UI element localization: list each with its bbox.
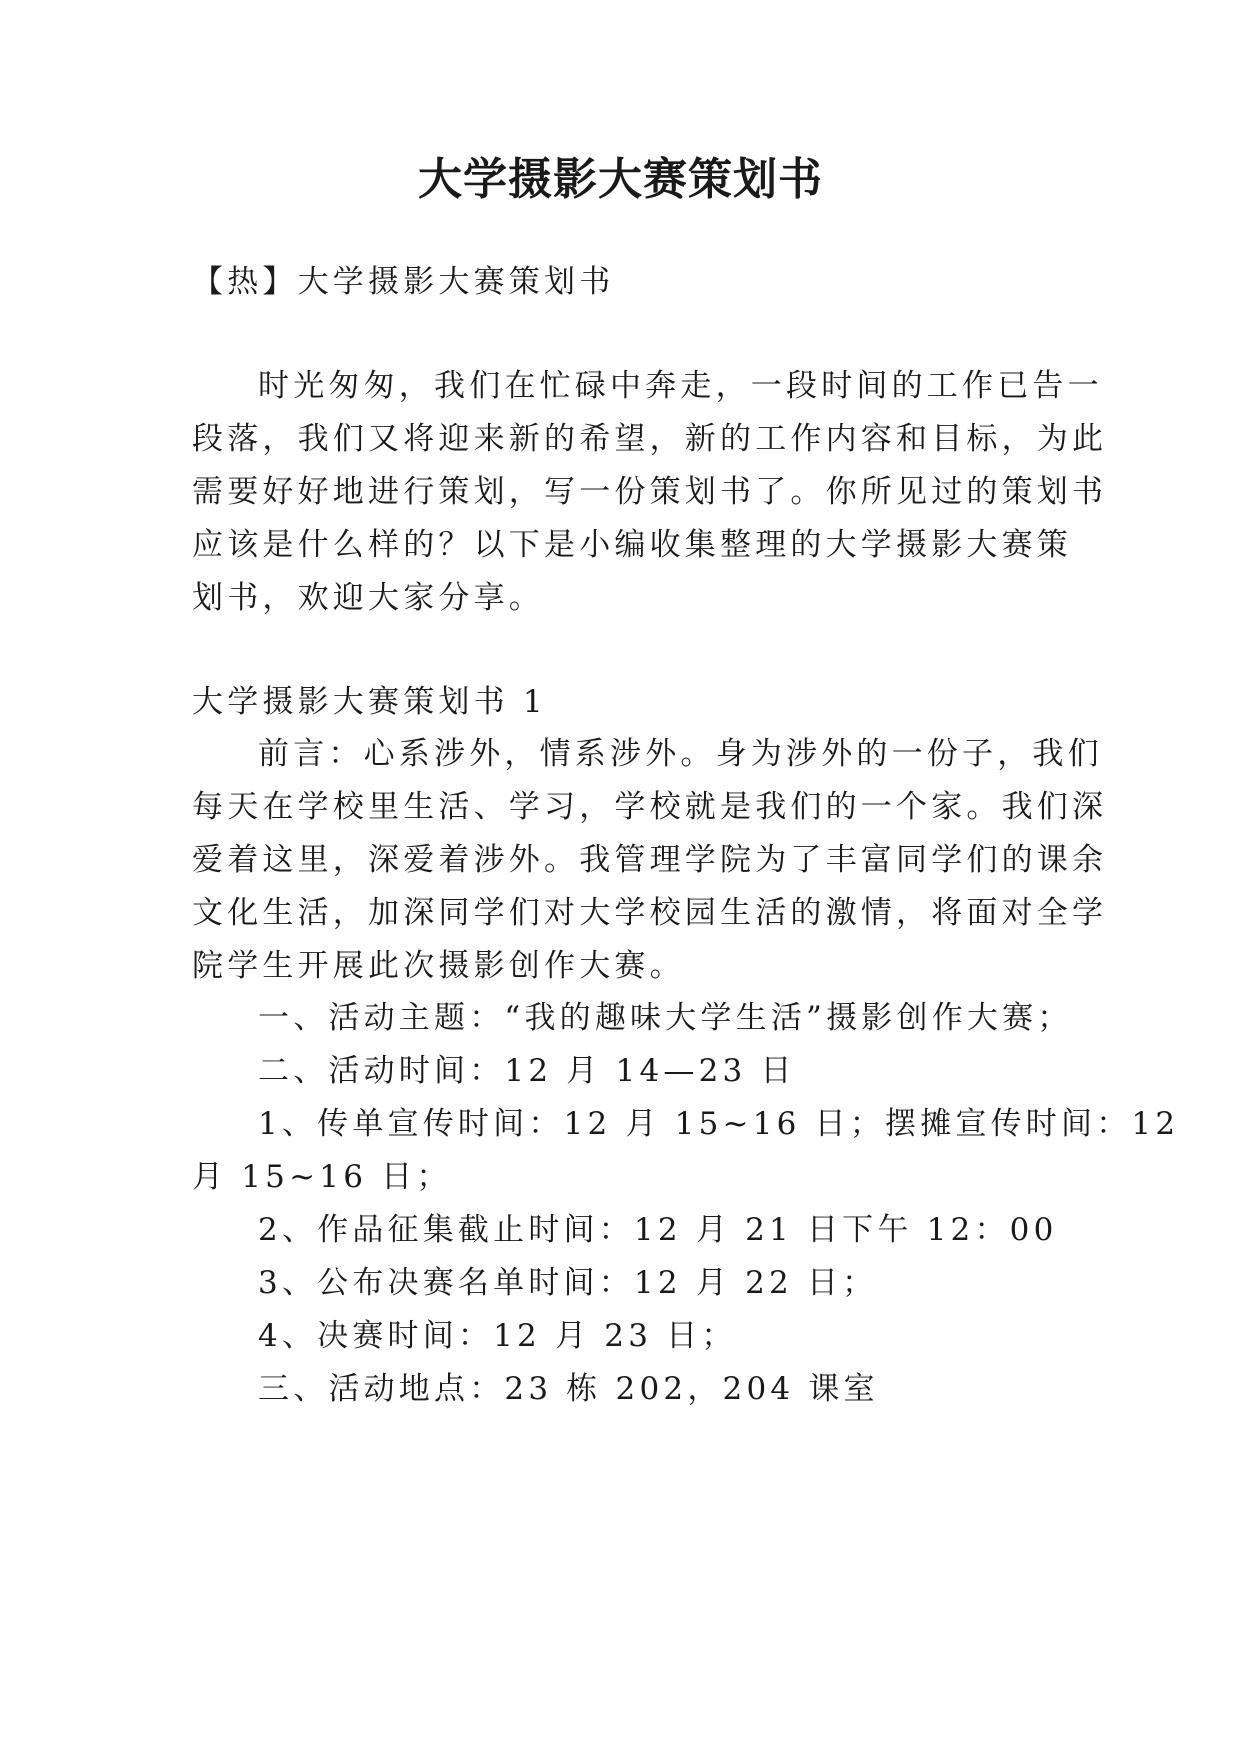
document-title: 大学摄影大赛策划书: [418, 154, 823, 205]
document-subtitle: 【热】大学摄影大赛策划书: [192, 264, 615, 300]
intro-line: 时光匆匆，我们在忙碌中奔走，一段时间的工作已告一: [258, 368, 1103, 404]
list-item: 月 15~16 日；: [192, 1159, 452, 1195]
preface-line: 文化生活，加深同学们对大学校园生活的激情，将面对全学: [192, 895, 1108, 931]
list-item: 1、传单宣传时间：12 月 15~16 日；摆摊宣传时间：12: [258, 1106, 1180, 1142]
preface-line: 爱着这里，深爱着涉外。我管理学院为了丰富同学们的课余: [192, 842, 1108, 878]
intro-line: 需要好好地进行策划，写一份策划书了。你所见过的策划书: [192, 474, 1108, 510]
list-item: 2、作品征集截止时间：12 月 21 日下午 12：00: [258, 1212, 1058, 1248]
intro-line: 划书，欢迎大家分享。: [192, 580, 544, 616]
preface-line: 每天在学校里生活、学习，学校就是我们的一个家。我们深: [192, 789, 1108, 825]
intro-line: 应该是什么样的？以下是小编收集整理的大学摄影大赛策: [192, 527, 1072, 563]
list-item: 3、公布决赛名单时间：12 月 22 日；: [258, 1265, 878, 1301]
section-heading: 大学摄影大赛策划书 1: [192, 684, 547, 720]
preface-line: 院学生开展此次摄影创作大赛。: [192, 948, 685, 984]
preface-line: 前言：心系涉外，情系涉外。身为涉外的一份子，我们: [258, 736, 1103, 772]
list-item: 一、活动主题：“我的趣味大学生活”摄影创作大赛；: [258, 1000, 1073, 1036]
list-item: 二、活动时间：12 月 14—23 日: [258, 1053, 796, 1089]
list-item: 4、决赛时间：12 月 23 日；: [258, 1318, 737, 1354]
list-item: 三、活动地点：23 栋 202，204 课室: [258, 1371, 879, 1407]
intro-line: 段落，我们又将迎来新的希望，新的工作内容和目标，为此: [192, 421, 1108, 457]
